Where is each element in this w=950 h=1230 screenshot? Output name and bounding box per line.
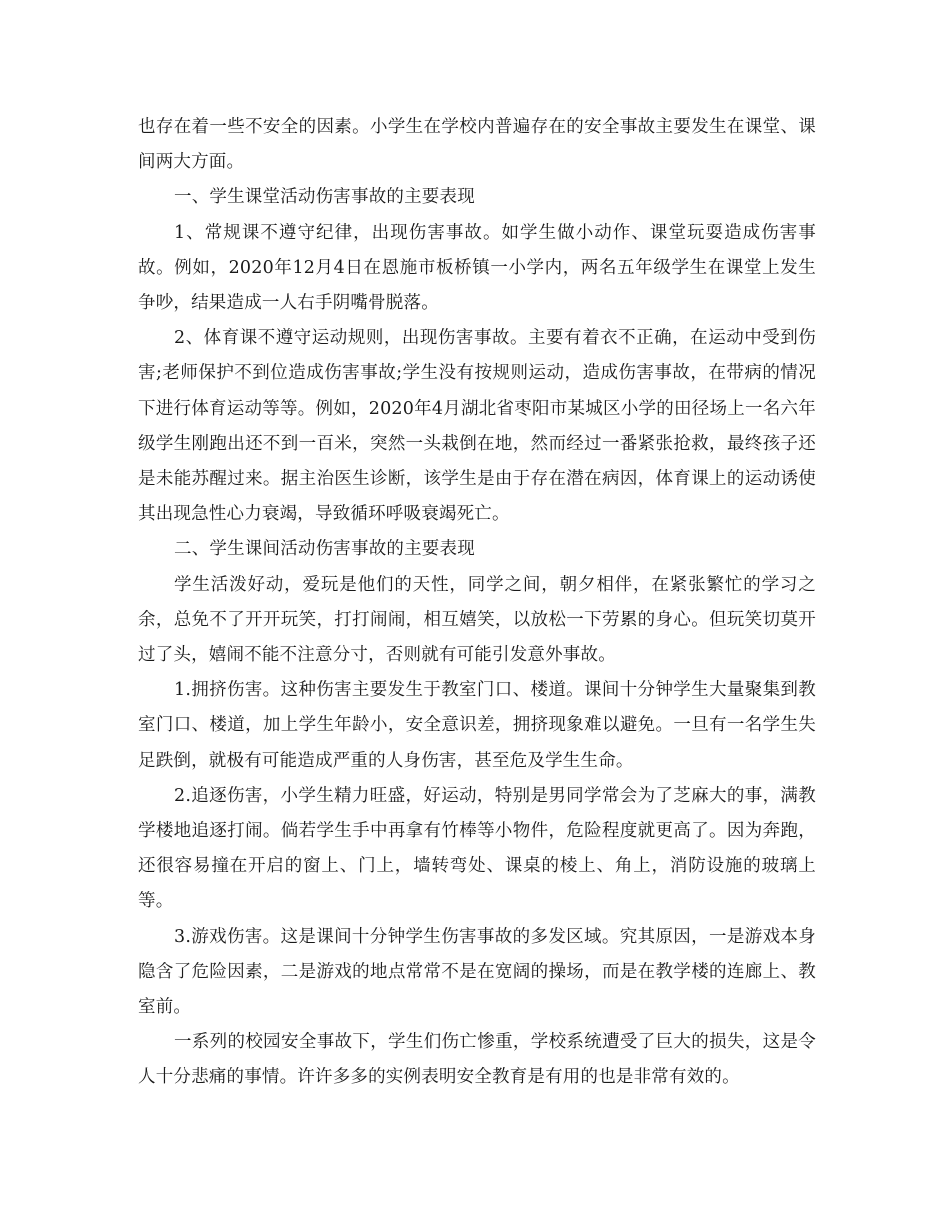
paragraph-chasing: 2.追逐伤害，小学生精力旺盛，好运动，特别是男同学常会为了芝麻大的事，满教学楼地追逐打闹。倘若学生手中再拿有竹棒等小物件，危险程度就更高了。因为奔跑，还很容易撞在开启的窗上、门上，墙转弯处、课桌的棱上、角上，消防设施的玻璃上等。	[138, 785, 816, 912]
paragraph-conclusion: 一系列的校园安全事故下，学生们伤亡惨重，学校系统遭受了巨大的损失，这是令人十分悲痛的事情。许许多多的实例表明安全教育是有用的也是非常有效的。	[138, 1032, 816, 1088]
section-heading-1: 一、学生课堂活动伤害事故的主要表现	[174, 187, 475, 208]
document-body	[138, 110, 816, 1096]
paragraph-crowding: 1.拥挤伤害。这种伤害主要发生于教室门口、楼道。课间十分钟学生大量聚集到教室门口、楼道，加上学生年龄小，安全意识差，拥挤现象难以避免。一旦有一名学生失足跌倒，就极有可能造成严重的人身伤害，甚至危及学生生命。	[138, 680, 816, 771]
paragraph-item-2: 2、体育课不遵守运动规则，出现伤害事故。主要有着衣不正确，在运动中受到伤害;老师保护不到位造成伤害事故;学生没有按规则运动，造成伤害事故，在带病的情况下进行体育运动等等。例如，2020年4月湖北省枣阳市某城区小学的田径场上一名六年级学生刚跑出还不到一百米，突然一头栽倒在地，然而经过一番紧张抢救，最终孩子还是未能苏醒过来。据主治医生诊断，该学生是由于存在潜在病因，体育课上的运动诱使其出现急性心力衰竭，导致循环呼吸衰竭死亡。	[138, 328, 816, 525]
section-heading-2: 二、学生课间活动伤害事故的主要表现	[174, 539, 475, 560]
paragraph-intro: 学生活泼好动，爱玩是他们的天性，同学之间，朝夕相伴，在紧张繁忙的学习之余，总免不了开开玩笑，打打闹闹，相互嬉笑，以放松一下劳累的身心。但玩笑切莫开过了头，嬉闹不能不注意分寸，否则就有可能引发意外事故。	[138, 574, 816, 666]
paragraph-continuation: 也存在着一些不安全的因素。小学生在学校内普遍存在的安全事故主要发生在课堂、课间两大方面。	[138, 117, 816, 173]
paragraph-item-1: 1、常规课不遵守纪律，出现伤害事故。如学生做小动作、课堂玩耍造成伤害事故。例如，2020年12月4日在恩施市板桥镇一小学内，两名五年级学生在课堂上发生争吵，结果造成一人右手阴嘴骨脱落。	[138, 222, 816, 314]
paragraph-games: 3.游戏伤害。这是课间十分钟学生伤害事故的多发区域。究其原因，一是游戏本身隐含了危险因素，二是游戏的地点常常不是在宽阔的操场，而是在教学楼的连廊上、教室前。	[138, 926, 816, 1018]
